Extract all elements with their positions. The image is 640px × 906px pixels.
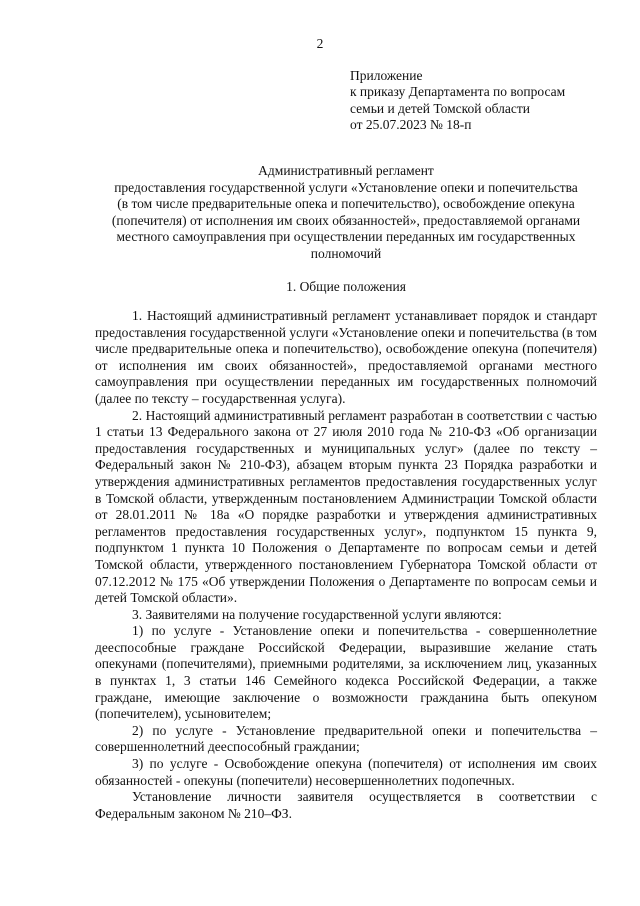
appendix-header — [350, 68, 630, 134]
paragraph: 2. Настоящий административный регламент разработан в соответствии с частью 1 статьи 13 Федерального закона от 27 июля 2010 года № 210-ФЗ «Об организации предоставления государственных и муниципальных услуг» (далее по тексту – Федеральный закон № 210-ФЗ), абзацем вторым пункта 23 Порядка разработки и утверждения административных регламентов предоставления государственных услуг в Томской области, утвержденным постановлением Администрации Томской области от 28.01.2011 № 18а «О порядке разработки и утверждения административных регламентов предоставления государственных услуг», подпунктом 15 пункта 9, подпунктом 1 пункта 10 Положения о Департаменте по вопросам семьи и детей Томской области, утвержденного постановлением Губернатора Томской области от 07.12.2012 № 175 «Об утверждении Положения о Департаменте по вопросам семьи и детей Томской области». — [95, 407, 597, 606]
paragraph: Установление личности заявителя осуществляется в соответствии с Федеральным законом № 210–ФЗ. — [95, 789, 597, 821]
document-title — [95, 163, 597, 263]
paragraph: 3) по услуге - Освобождение опекуна (попечителя) от исполнения им своих обязанностей - опекуны (попечители) несовершеннолетних подопечных. — [95, 756, 597, 788]
paragraph: 3. Заявителями на получение государственной услуги являются: — [132, 606, 502, 622]
appendix-line: к приказу Департамента по вопросам — [350, 84, 566, 100]
paragraph: 1) по услуге - Установление опеки и попечительства - совершеннолетние дееспособные граждане Российской Федерации, выразившие желание стать опекунами (попечителями), приемными родителями, за исключением лиц, указанных в пунктах 1, 3 статьи 146 Семейного кодекса Российской Федерации, а также граждане, имеющие заключение о возможности гражданина быть опекуном (попечителем), усыновителем; — [95, 623, 597, 722]
title-line: полномочий — [310, 245, 382, 261]
title-line: предоставления государственной услуги «Установление опеки и попечительства — [114, 179, 578, 195]
document-body — [95, 308, 597, 822]
page-number: 2 — [316, 36, 324, 51]
title-line: местного самоуправления при осуществлении переданных им государственных — [116, 229, 576, 245]
appendix-line: семьи и детей Томской области — [350, 100, 531, 116]
title-line: Административный регламент — [258, 163, 434, 178]
appendix-line: Приложение — [350, 68, 423, 83]
title-line: (в том числе предварительные опека и попечительство), освобождение опекуна — [117, 196, 575, 212]
paragraph: 1. Настоящий административный регламент устанавливает порядок и стандарт предоставления государственной услуги «Установление опеки и попечительства (в том числе предварительные опека и попечительство), освобождение опекуна (попечителя) от исполнения им своих обязанностей», предоставляемой органами местного самоуправления при осуществлении переданных им государственных полномочий (далее по тексту – государственная услуга). — [95, 308, 597, 406]
paragraph: 2) по услуге - Установление предварительной опеки и попечительства – совершеннолетний дееспособный граждании; — [95, 722, 597, 755]
appendix-line: от 25.07.2023 № 18-п — [350, 117, 472, 133]
section-heading: 1. Общие положения — [286, 279, 406, 294]
title-line: (попечителя) от исполнения им своих обязанностей», предоставляемой органами — [111, 212, 581, 228]
